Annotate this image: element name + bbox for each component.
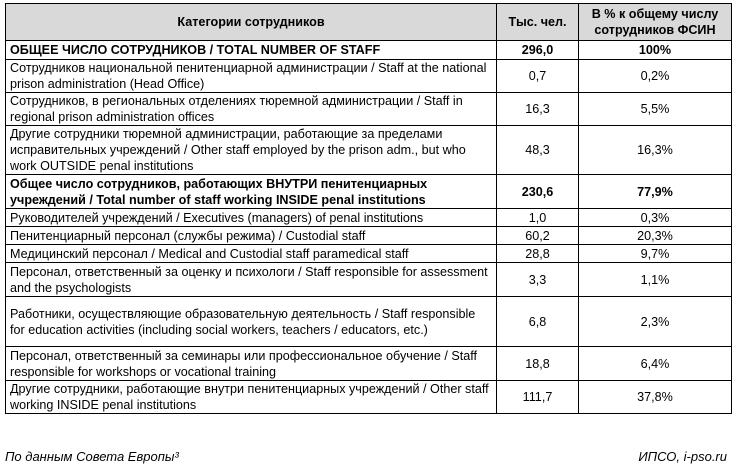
table-row — [6, 245, 732, 263]
table-row — [6, 93, 732, 126]
table-header-row — [6, 4, 732, 41]
row-value: 48,3 — [497, 126, 579, 175]
row-category: Другие сотрудники, работающие внутри пенитенциарных учреждений / Other staff working INSIDE penal institutions — [6, 381, 497, 414]
row-percent: 100% — [579, 41, 732, 60]
row-category: Пенитенциарный персонал (службы режима) / Custodial staff — [6, 227, 497, 245]
row-category: Руководителей учреждений / Executives (managers) of penal institutions — [6, 209, 497, 227]
table-row — [6, 41, 732, 60]
row-value: 60,2 — [497, 227, 579, 245]
table-row — [6, 297, 732, 347]
row-percent: 1,1% — [579, 263, 732, 297]
row-percent: 9,7% — [579, 245, 732, 263]
source-note: По данным Совета Европы³ — [5, 449, 179, 464]
table-row — [6, 209, 732, 227]
row-category: Сотрудников, в региональных отделениях тюремной администрации / Staff in regional prison administration offices — [6, 93, 497, 126]
row-percent: 0,3% — [579, 209, 732, 227]
row-category: Медицинский персонал / Medical and Custodial staff paramedical staff — [6, 245, 497, 263]
row-value: 296,0 — [497, 41, 579, 60]
row-percent: 77,9% — [579, 175, 732, 209]
row-category: Общее число сотрудников, работающих ВНУТРИ пенитенциарных учреждений / Total number of staff working INSIDE penal institutions — [6, 175, 497, 209]
row-category: Работники, осуществляющие образовательную деятельность / Staff responsible for education activities (including social workers, teachers / educators, etc.) — [6, 297, 497, 347]
table-body — [6, 41, 732, 414]
row-category: Персонал, ответственный за семинары или профессиональное обучение / Staff responsible for workshops or vocational training — [6, 347, 497, 381]
row-value: 0,7 — [497, 60, 579, 93]
credit: ИПСО, i-pso.ru — [638, 449, 727, 464]
row-percent: 20,3% — [579, 227, 732, 245]
row-percent: 5,5% — [579, 93, 732, 126]
row-percent: 16,3% — [579, 126, 732, 175]
row-value: 111,7 — [497, 381, 579, 414]
row-value: 1,0 — [497, 209, 579, 227]
row-value: 18,8 — [497, 347, 579, 381]
row-category: Другие сотрудники тюремной администрации, работающие за пределами исправительных учреждений / Other staff employed by the prison adm., but who work OUTSIDE penal institutions — [6, 126, 497, 175]
row-category: Персонал, ответственный за оценку и психологи / Staff responsible for assessment and the psychologists — [6, 263, 497, 297]
row-category: Сотрудников национальной пенитенциарной администрации / Staff at the national prison administration (Head Office) — [6, 60, 497, 93]
row-value: 16,3 — [497, 93, 579, 126]
header-category: Категории сотрудников — [6, 4, 497, 41]
row-value: 28,8 — [497, 245, 579, 263]
table-row — [6, 60, 732, 93]
row-percent: 0,2% — [579, 60, 732, 93]
row-value: 230,6 — [497, 175, 579, 209]
table-row — [6, 347, 732, 381]
row-category: ОБЩЕЕ ЧИСЛО СОТРУДНИКОВ / TOTAL NUMBER OF STAFF — [6, 41, 497, 60]
row-value: 6,8 — [497, 297, 579, 347]
table-row — [6, 126, 732, 175]
table-row — [6, 175, 732, 209]
table-row — [6, 227, 732, 245]
header-value: Тыс. чел. — [497, 4, 579, 41]
staff-table — [5, 3, 732, 414]
table-row — [6, 263, 732, 297]
row-percent: 2,3% — [579, 297, 732, 347]
row-percent: 37,8% — [579, 381, 732, 414]
row-value: 3,3 — [497, 263, 579, 297]
row-percent: 6,4% — [579, 347, 732, 381]
table-row — [6, 381, 732, 414]
header-percent: В % к общему числу сотрудников ФСИН — [579, 4, 732, 41]
